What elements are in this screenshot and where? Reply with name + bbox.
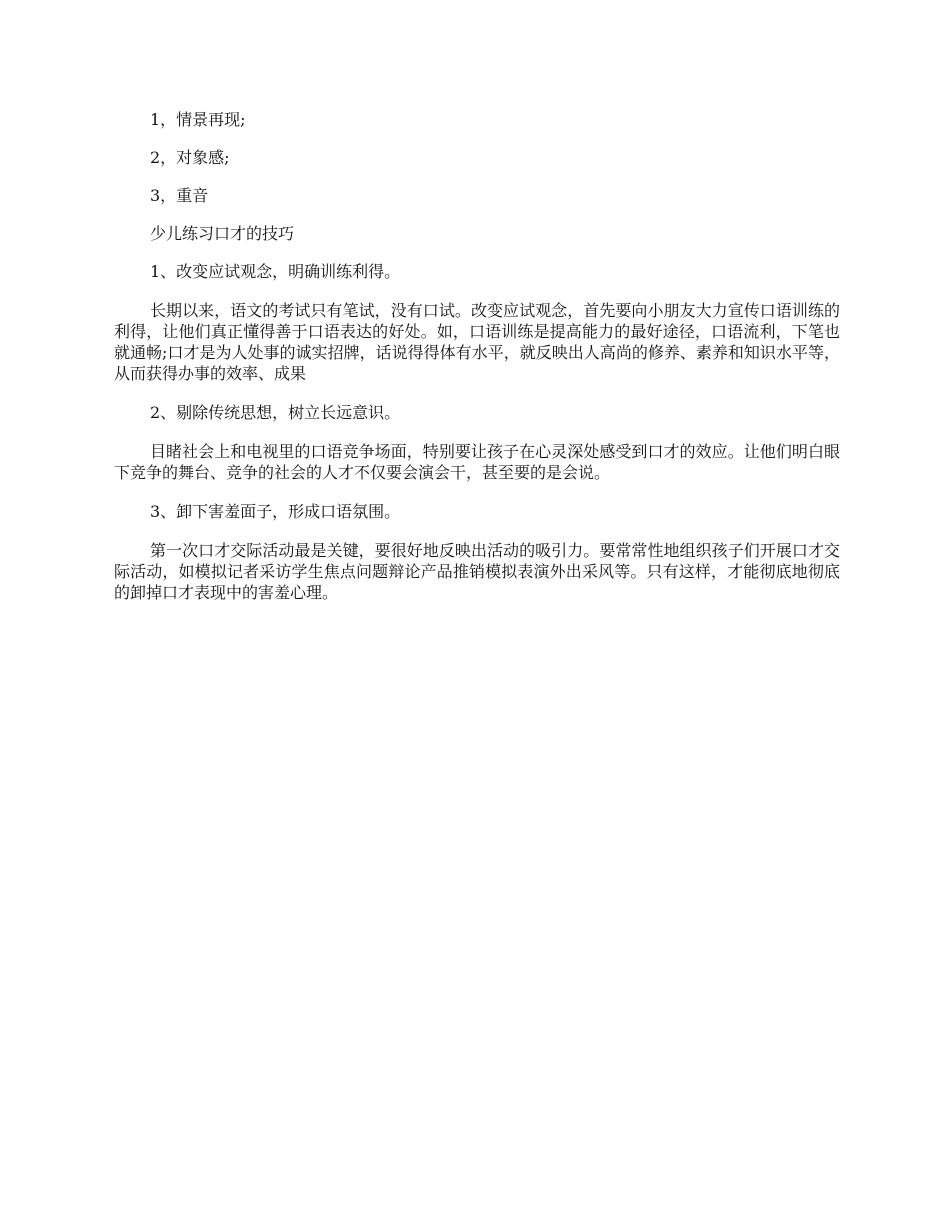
section-paragraph: 长期以来，语文的考试只有笔试，没有口试。改变应试观念，首先要向小朋友大力宣传口语训练的利得，让他们真正懂得善于口语表达的好处。如，口语训练是提高能力的最好途径，口语流利，下笔也就通畅;口才是为人处事的诚实招牌，话说得得体有水平，就反映出人高尚的修养、素养和知识水平等，从而获得办事的效率、成果 [114, 301, 840, 383]
document-body [114, 110, 840, 622]
list-item: 2，对象感; [150, 148, 230, 167]
list-item: 3，重音 [150, 186, 209, 205]
section-heading: 1、改变应试观念，明确训练利得。 [150, 262, 401, 281]
section-paragraph: 目睹社会上和电视里的口语竞争场面，特别要让孩子在心灵深处感受到口才的效应。让他们明白眼下竞争的舞台、竞争的社会的人才不仅要会演会干，甚至要的是会说。 [114, 442, 840, 482]
section-heading: 3、卸下害羞面子，形成口语氛围。 [150, 502, 401, 521]
section-heading: 2、剔除传统思想，树立长远意识。 [150, 403, 401, 422]
list-item: 1，情景再现; [150, 110, 246, 129]
section-paragraph: 第一次口才交际活动最是关键，要很好地反映出活动的吸引力。要常常性地组织孩子们开展口才交际活动，如模拟记者采访学生焦点问题辩论产品推销模拟表演外出采风等。只有这样，才能彻底地彻底的卸掉口才表现中的害羞心理。 [114, 541, 840, 602]
section-title: 少儿练习口才的技巧 [150, 224, 295, 243]
